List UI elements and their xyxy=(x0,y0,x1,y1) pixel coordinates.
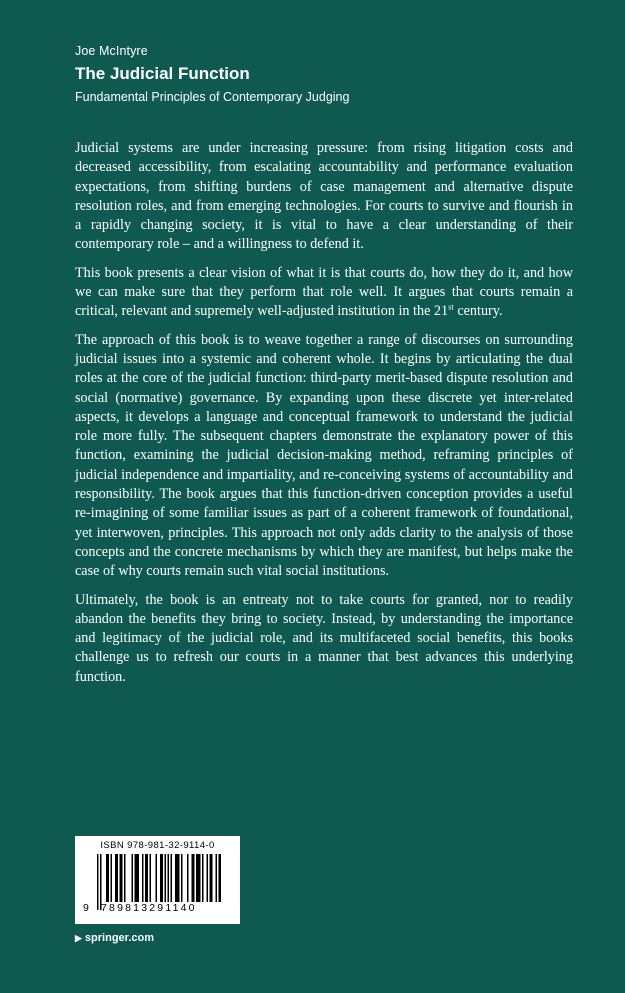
barcode-bar xyxy=(192,854,195,902)
barcode-bar xyxy=(160,854,163,902)
barcode-bar xyxy=(210,854,213,902)
barcode-bar xyxy=(156,854,158,902)
barcode-bar xyxy=(111,854,113,902)
barcode-bar xyxy=(132,854,134,902)
barcode-bar xyxy=(196,854,201,902)
barcode-bar xyxy=(124,854,126,902)
barcode-bar xyxy=(181,854,183,902)
barcode-first-digit: 9 xyxy=(83,902,89,914)
barcode-bar xyxy=(207,854,209,902)
barcode-bar xyxy=(135,854,140,902)
barcode-bar xyxy=(216,854,218,902)
blurb-paragraph-3: The approach of this book is to weave together a range of discourses on surrounding judicial issues into a systemic and coherent whole. It begins by articulating the dual roles at the core of the judicial function: third-party merit-based dispute resolution and social (normative) governance. By expanding upon these discrete yet inter-related aspects, it develops a language and conceptual framework to understand the judicial role more fully. The subsequent chapters demonstrate the explanatory power of this function, examining the judicial decision-making method, reframing principles of judicial independence and impartiality, and re-conceiving systems of accountability and responsibility. The book argues that this function-driven conception provides a useful re-imagining of some familiar issues as part of a coherent framework of foundational, yet interwoven, principles. This approach not only adds clarity to the analysis of those concepts and the concrete mechanisms by which they are manifest, but helps make the case of why courts remain such vital social institutions. xyxy=(75,331,573,580)
ordinal-superscript: st xyxy=(448,301,454,312)
arrow-right-icon: ▶ xyxy=(75,933,82,943)
barcode-bar xyxy=(97,854,99,910)
barcode-bar xyxy=(175,854,180,902)
author-name: Joe McIntyre xyxy=(75,44,148,58)
publisher-website-text: springer.com xyxy=(84,932,154,944)
blurb-paragraph-2 xyxy=(75,264,573,322)
barcode-bar xyxy=(120,854,123,902)
blurb-paragraph-2-end: century. xyxy=(453,303,503,320)
barcode-bar xyxy=(150,854,152,902)
barcode-digits: 789813291140 xyxy=(101,902,197,914)
barcode-bar xyxy=(145,854,148,902)
barcode-bar xyxy=(142,854,144,902)
blurb-paragraph-4: Ultimately, the book is an entreaty not to take courts for granted, nor to readily abandon the benefits they bring to society. Instead, by understanding the importance and legitimacy of the judicial role, and its multifaceted social benefits, this books challenge us to refresh our courts in a manner that best advances this underlying function. xyxy=(75,591,573,685)
barcode-bar xyxy=(165,854,167,902)
barcode-bar xyxy=(171,854,173,902)
book-title: The Judicial Function xyxy=(75,64,250,83)
barcode-bar xyxy=(115,854,118,902)
blurb xyxy=(75,139,573,696)
blurb-paragraph-2-text: This book presents a clear vision of what it is that courts do, how they do it, and how we can make sure that they perform that role well. It argues that courts remain a critical, relevant and supremely well-adjusted institution in the 21 xyxy=(75,264,573,320)
isbn-label: ISBN 978-981-32-9114-0 xyxy=(100,840,215,851)
publisher-website xyxy=(75,932,154,944)
barcode-bar xyxy=(202,854,204,902)
barcode-bar xyxy=(168,854,170,902)
barcode xyxy=(75,836,240,924)
blurb-paragraph-1: Judicial systems are under increasing pressure: from rising litigation costs and decreased accessibility, from escalating accountability and performance evaluation expectations, from shifting burdens of case management and alternative dispute resolution roles, and from emerging technologies. For courts to survive and flourish in a rapidly changing society, it is vital to have a clear understanding of their contemporary role – and a willingness to defend it. xyxy=(75,140,573,253)
book-subtitle: Fundamental Principles of Contemporary Judging xyxy=(75,90,350,104)
barcode-bar xyxy=(106,854,109,902)
barcode-bar xyxy=(187,854,189,902)
barcode-bar xyxy=(219,854,222,902)
